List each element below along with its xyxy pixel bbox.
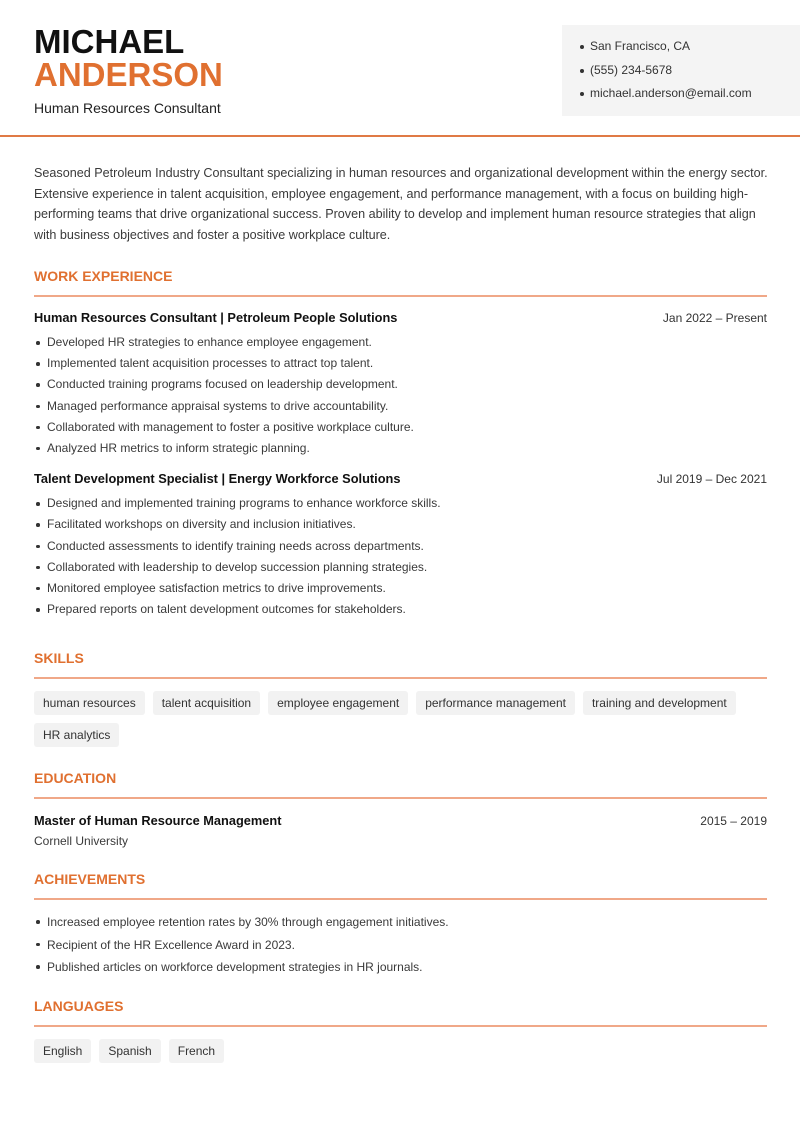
languages-section (34, 996, 767, 1063)
contact-location: San Francisco, CA (580, 35, 800, 59)
bullet-item: Monitored employee satisfaction metrics to drive improvements. (34, 578, 767, 599)
section-divider (34, 898, 767, 900)
section-divider (34, 677, 767, 679)
achievements-section (34, 869, 767, 979)
job-title: Human Resources Consultant (34, 100, 221, 116)
last-name: ANDERSON (34, 56, 223, 93)
skills-section (34, 648, 767, 747)
section-title: WORK EXPERIENCE (34, 268, 173, 284)
achievement-list (34, 911, 767, 979)
job-dates: Jul 2019 – Dec 2021 (656, 472, 767, 487)
bullet-item: Managed performance appraisal systems to drive accountability. (34, 396, 767, 417)
skill-tag: HR analytics (34, 723, 119, 747)
language-tag: Spanish (99, 1039, 160, 1063)
bullet-item: Analyzed HR metrics to inform strategic planning. (34, 438, 767, 459)
bullet-item: Facilitated workshops on diversity and inclusion initiatives. (34, 514, 767, 535)
job-role: Human Resources Consultant | Petroleum People Solutions (34, 310, 398, 325)
section-title: ACHIEVEMENTS (34, 871, 146, 887)
skill-tags (34, 691, 767, 747)
skill-tag: human resources (34, 691, 145, 715)
section-divider (34, 295, 767, 297)
bullet-item: Designed and implemented training programs to enhance workforce skills. (34, 493, 767, 514)
language-tags (34, 1039, 767, 1063)
contact-box (562, 25, 800, 116)
bullet-item: Collaborated with leadership to develop succession planning strategies. (34, 557, 767, 578)
section-title: SKILLS (34, 650, 84, 666)
skill-tag: training and development (583, 691, 736, 715)
section-title: EDUCATION (34, 770, 117, 786)
skill-tag: employee engagement (268, 691, 408, 715)
education-dates: 2015 – 2019 (700, 814, 767, 828)
achievement-item: Increased employee retention rates by 30% through engagement initiatives. (34, 911, 767, 934)
language-tag: English (34, 1039, 91, 1063)
job-entry (34, 469, 767, 620)
section-title: LANGUAGES (34, 998, 124, 1014)
bullet-item: Conducted assessments to identify training needs across departments. (34, 536, 767, 557)
bullet-item: Collaborated with management to foster a positive workplace culture. (34, 417, 767, 438)
skill-tag: talent acquisition (153, 691, 260, 715)
resume-header (0, 0, 800, 137)
bullet-item: Implemented talent acquisition processes to attract top talent. (34, 353, 767, 374)
education-section (34, 768, 767, 851)
section-divider (34, 1025, 767, 1027)
job-bullets (34, 332, 767, 459)
bullet-item: Conducted training programs focused on leadership development. (34, 374, 767, 395)
skill-tag: performance management (416, 691, 575, 715)
achievement-item: Recipient of the HR Excellence Award in 2023. (34, 934, 767, 957)
bullet-item: Prepared reports on talent development outcomes for stakeholders. (34, 599, 767, 620)
bullet-item: Developed HR strategies to enhance employee engagement. (34, 332, 767, 353)
section-divider (34, 797, 767, 799)
work-experience-section (34, 266, 767, 620)
job-bullets (34, 493, 767, 620)
first-name: MICHAEL (34, 23, 185, 60)
school: Cornell University (34, 834, 129, 848)
contact-phone: (555) 234-5678 (580, 59, 800, 83)
job-dates: Jan 2022 – Present (662, 311, 767, 325)
professional-summary: Seasoned Petroleum Industry Consultant specializing in human resources and organizational development within the energy sector. Extensive experience in talent acquisition, employee engagement, and performance management, with a focus on building high-performing teams that drive organizational success. Proven ability to develop and implement human resource strategies that align with business objectives and foster a positive workplace culture. (34, 166, 768, 242)
job-role: Talent Development Specialist | Energy Workforce Solutions (34, 471, 401, 487)
language-tag: French (169, 1039, 224, 1063)
job-entry (34, 308, 767, 459)
contact-email[interactable]: michael.anderson@email.com (580, 82, 800, 106)
degree: Master of Human Resource Management (34, 813, 282, 828)
achievement-item: Published articles on workforce development strategies in HR journals. (34, 956, 767, 979)
